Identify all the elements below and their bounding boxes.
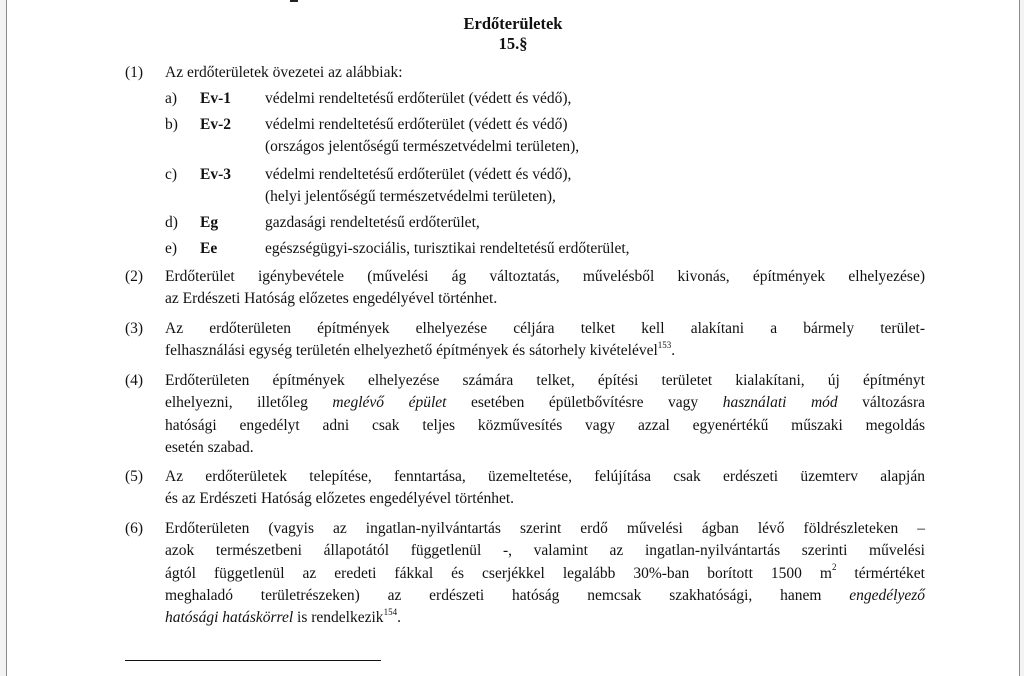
emphasis-text: meglévő épület	[332, 394, 447, 412]
footnote-reference: 153	[657, 340, 672, 351]
zone-description: gazdasági rendeltetésű erdőterület,	[265, 214, 480, 231]
superscript: 2	[831, 562, 837, 573]
paragraph-text: Az erdőterületen építmények elhelyezése céljára telket kell alakítani a bármely terület-	[165, 320, 925, 337]
item-letter: e)	[165, 240, 178, 257]
paragraph-text: Erdőterületen építmények elhelyezése számára telket, építési területet kialakítani, új építményt	[165, 372, 925, 389]
emphasis-text: hatósági hatáskörrel	[165, 609, 294, 627]
paragraph-number: (5)	[125, 468, 144, 485]
item-letter: b)	[165, 116, 178, 133]
cropped-text-fragment	[290, 0, 298, 2]
zone-code: Ev-2	[200, 116, 231, 133]
emphasis-text: engedélyező	[849, 586, 925, 604]
item-letter: d)	[165, 214, 178, 231]
zone-description: védelmi rendeltetésű erdőterület (védett és védő)	[265, 116, 568, 133]
zone-code: Ev-3	[200, 166, 231, 183]
zone-code: Eg	[200, 214, 219, 231]
paragraph-text: Erdőterület igénybevétele (művelési ág változtatás, művelésből kivonás, építmények elhelyezése)	[165, 268, 925, 285]
paragraph-text: hatósági hatáskörrel is rendelkezik$^{154}$.	[165, 607, 401, 627]
paragraph-text: ágtól függetlenül az eredeti fákkal és cserjékkel legalább 30%-ban borított 1500 $m^2$ térmértéket	[165, 562, 925, 582]
paragraph-number: (4)	[125, 372, 144, 389]
paragraph-text: elhelyezni, illetőleg meglévő épület esetében épületbővítésre vagy használati mód változásra	[165, 394, 926, 412]
paragraph-text: az Erdészeti Hatóság előzetes engedélyével történhet.	[165, 290, 498, 308]
paragraph-number: (3)	[125, 320, 144, 337]
paragraph-text: felhasználási egység területén elhelyezhető építmények és sátorhely kivételével	[165, 342, 658, 360]
paragraph-text: esetén szabad.	[165, 438, 254, 456]
paragraph-number: (2)	[125, 268, 144, 285]
zone-code: Ev-1	[200, 90, 231, 107]
section-title: Erdőterületek	[463, 14, 563, 33]
paragraph-text: Erdőterületen (vagyis az ingatlan-nyilvántartás szerint erdő művelési ágban lévő földrészleteken –	[165, 520, 925, 537]
zone-description-cont: (országos jelentőségű természetvédelmi területen),	[265, 138, 580, 155]
paragraph-text: és az Erdészeti Hatóság előzetes engedélyével történhet.	[165, 490, 515, 508]
section-number: 15.§	[498, 34, 528, 53]
footnote-reference: 154	[383, 607, 398, 618]
document-page: Erdőterületek 15.§ (1) Az erdőterületek övezetei az alábbiak: a) Ev-1 védelmi rendeltetésű erdőterület (védett és védő), b) Ev-2 védelmi rendeltetésű erdőterület (védett és védő) (országos jelentőségű természetvédelmi területen), c) Ev-3 védelmi rendeltetésű erdőterület (védett és védő), (helyi jelentőségű természetvédelmi területen), d) Eg gazdasági rendeltetésű erdőterület, e) Ee egészségügyi-szociális, turisztikai rendeltetésű erdőterület, (2) Erdőterület igénybevétele (művelési ág változtatás, művelésből kivonás, építmények elhelyezése) az Erdészeti Hatóság előzetes engedélyével történhet. (3) Az erdőterületen építmények elhelyezése céljára telket kell alakítani a bármely terület- felhasználási egység területén elhelyezhető építmények és sátorhely kivételével$^{153}$. (4) Erdőterületen építmények elhelyezése számára telket, építési területet kialakítani, új építményt elhelyezni, illetőleg meglévő épület esetében épületbővítésre vagy használati mód változásra hatósági engedélyt adni csak teljes közművesítés vagy azzal egyenértékű műszaki megoldás esetén szabad. (5) Az erdőterületek telepítése, fenntartása, üzemeltetése, felújítása csak erdészeti üzemterv alapján és az Erdészeti Hatóság előzetes engedélyével történhet. (6) Erdőterületen (vagyis az ingatlan-nyilvántartás szerint erdő művelési ágban lévő földrészleteken – azok természetbeni állapotától függetlenül -, valamint az ingatlan-nyilvántartás szerinti művelési ágtól függetlenül az eredeti fákkal és cserjékkel legalább 30%-ban borított 1500 $m^2$ térmértéket meghaladó területrészeken) az erdészeti hatóság nemcsak szakhatósági, hanem engedélyező hatósági hatáskörrel is rendelkezik$^{154}$.	[6, 0, 1020, 676]
paragraph-number: (6)	[125, 520, 144, 537]
zone-description: védelmi rendeltetésű erdőterület (védett és védő),	[265, 166, 572, 183]
item-letter: c)	[165, 166, 178, 183]
zone-code: Ee	[200, 240, 218, 257]
zone-description: védelmi rendeltetésű erdőterület (védett és védő),	[265, 90, 572, 107]
zone-description-cont: (helyi jelentőségű természetvédelmi területen),	[265, 188, 556, 205]
item-letter: a)	[165, 90, 178, 107]
zone-description: egészségügyi-szociális, turisztikai rendeltetésű erdőterület,	[265, 240, 630, 257]
paragraph-text: Az erdőterületek telepítése, fenntartása, üzemeltetése, felújítása csak erdészeti üzemterv alapján	[165, 468, 925, 485]
paragraph-text: azok természetbeni állapotától függetlenül -, valamint az ingatlan-nyilvántartás szerinti művelési	[165, 542, 925, 560]
footnote-separator	[125, 660, 381, 661]
paragraph-text: meghaladó területrészeken) az erdészeti hatóság nemcsak szakhatósági, hanem engedélyező	[165, 586, 925, 604]
paragraph-number: (1)	[125, 64, 144, 81]
emphasis-text: használati mód	[722, 394, 838, 412]
paragraph-text: hatósági engedélyt adni csak teljes közművesítés vagy azzal egyenértékű műszaki megoldás	[165, 416, 925, 434]
paragraph-text: Az erdőterületek övezetei az alábbiak:	[165, 64, 403, 81]
